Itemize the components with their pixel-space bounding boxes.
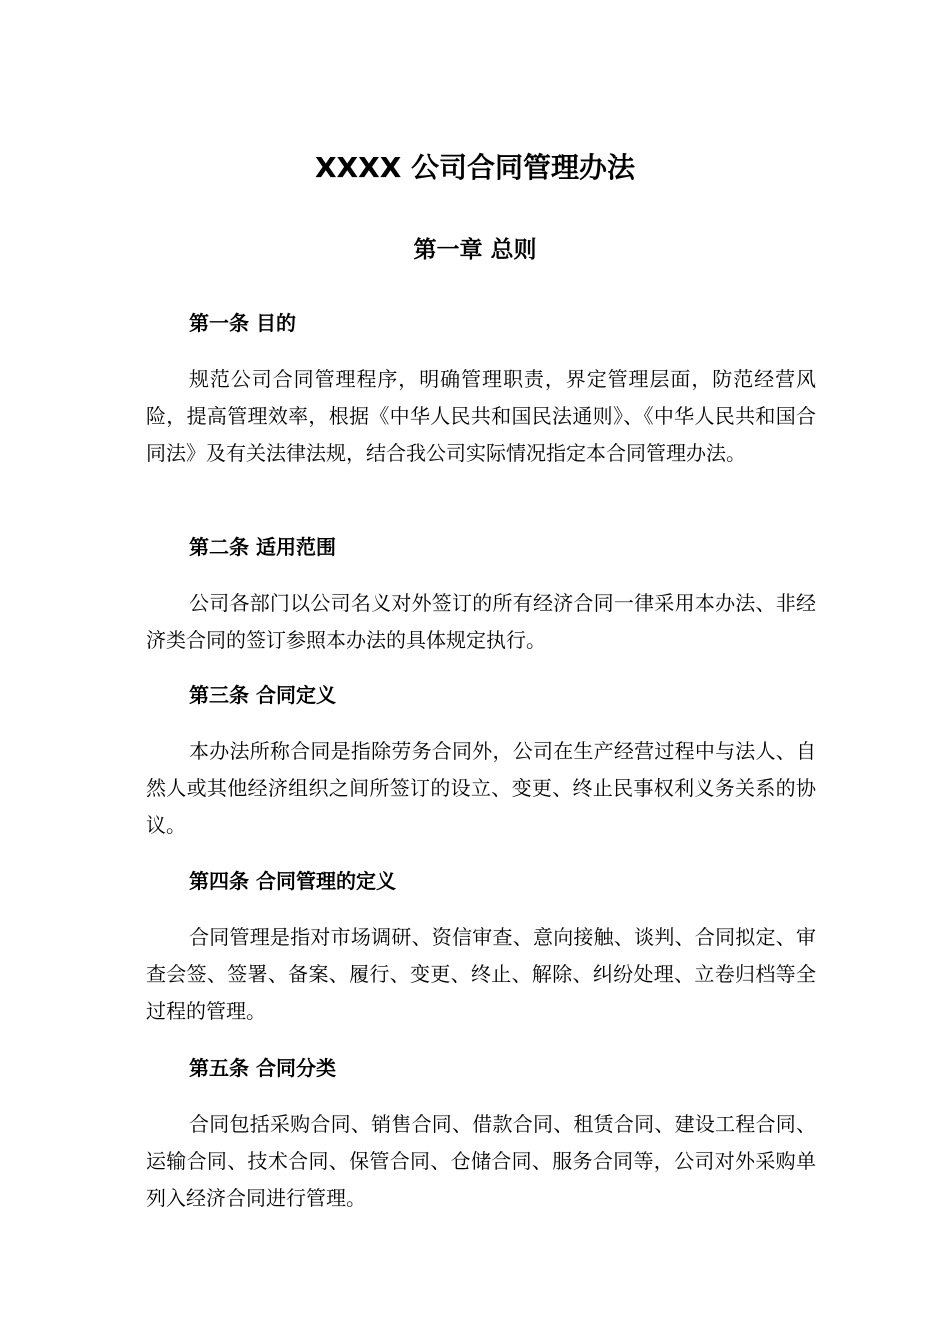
article-4-body: 合同管理是指对市场调研、资信审查、意向接触、谈判、合同拟定、审查会签、签署、备案、履行、变更、终止、解除、纠纷处理、立卷归档等全过程的管理。 bbox=[146, 925, 816, 1023]
document-title: XXXX 公司合同管理办法 bbox=[314, 151, 636, 184]
article-1-heading: 第一条 目的 bbox=[189, 311, 296, 335]
article-5-heading: 第五条 合同分类 bbox=[189, 1056, 336, 1080]
chapter-title: 第一章 总则 bbox=[413, 237, 537, 263]
article-5-body: 合同包括采购合同、销售合同、借款合同、租赁合同、建设工程合同、运输合同、技术合同、保管合同、仓储合同、服务合同等，公司对外采购单列入经济合同进行管理。 bbox=[146, 1112, 816, 1210]
article-2-body: 公司各部门以公司名义对外签订的所有经济合同一律采用本办法、非经济类合同的签订参照本办法的具体规定执行。 bbox=[146, 591, 816, 652]
article-4-heading: 第四条 合同管理的定义 bbox=[189, 869, 396, 893]
article-1-body: 规范公司合同管理程序，明确管理职责，界定管理层面，防范经营风险，提高管理效率，根据《中华人民共和国民法通则》、《中华人民共和国合同法》及有关法律法规，结合我公司实际情况指定本合同管理办法。 bbox=[146, 367, 816, 465]
article-3-body: 本办法所称合同是指除劳务合同外，公司在生产经营过程中与法人、自然人或其他经济组织之间所签订的设立、变更、终止民事权利义务关系的协议。 bbox=[146, 739, 816, 837]
article-3-heading: 第三条 合同定义 bbox=[189, 683, 336, 707]
article-2-heading: 第二条 适用范围 bbox=[189, 535, 336, 559]
